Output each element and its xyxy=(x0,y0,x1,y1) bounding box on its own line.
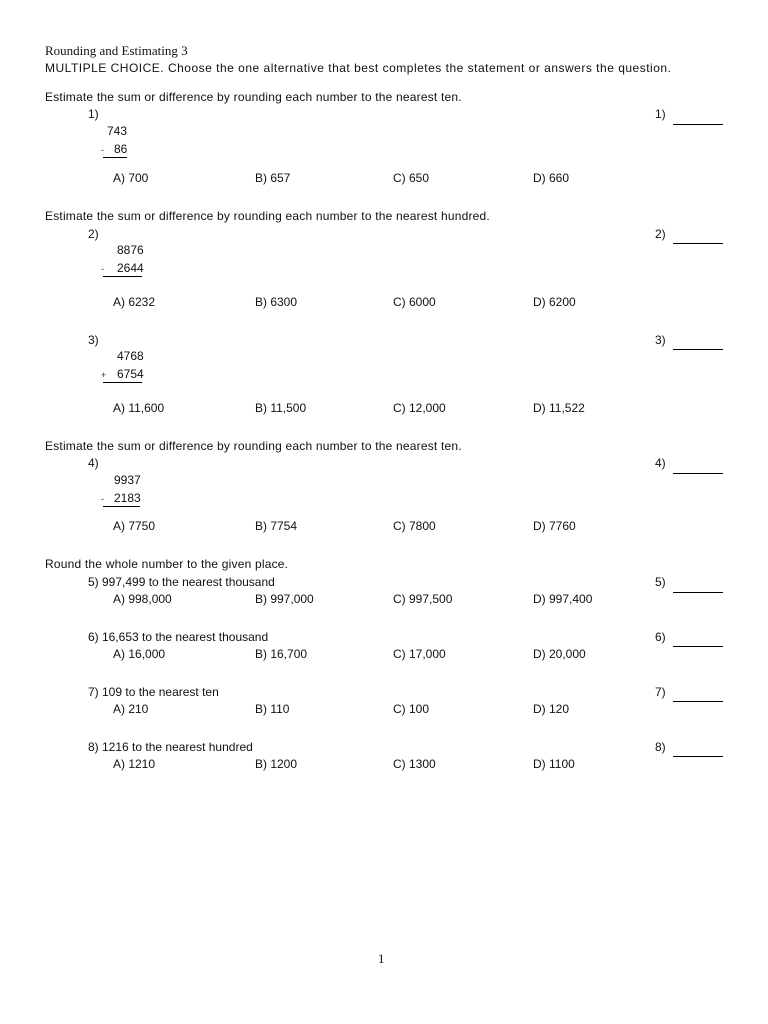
option-a[interactable]: A) 11,600 xyxy=(113,401,165,415)
question-text: 7) 109 to the nearest ten xyxy=(88,685,219,699)
operator-sign: + xyxy=(101,370,107,380)
answer-blank[interactable] xyxy=(673,349,723,350)
answer-number: 6) xyxy=(655,630,666,644)
question-number: 3) xyxy=(88,333,99,347)
option-b[interactable]: B) 997,000 xyxy=(255,592,314,606)
option-b[interactable]: B) 657 xyxy=(255,171,291,185)
answer-blank[interactable] xyxy=(673,756,723,757)
option-d[interactable]: D) 1100 xyxy=(533,757,575,771)
option-a[interactable]: A) 7750 xyxy=(113,519,156,533)
question-text: 5) 997,499 to the nearest thousand xyxy=(88,575,275,589)
sum-line xyxy=(103,382,142,383)
option-d[interactable]: D) 6200 xyxy=(533,295,576,309)
answer-blank[interactable] xyxy=(673,646,723,647)
option-c[interactable]: C) 12,000 xyxy=(393,401,446,415)
option-b[interactable]: B) 11,500 xyxy=(255,401,307,415)
option-a[interactable]: A) 998,000 xyxy=(113,592,172,606)
option-d[interactable]: D) 120 xyxy=(533,702,570,716)
option-d[interactable]: D) 11,522 xyxy=(533,401,585,415)
question-number: 1) xyxy=(88,107,99,121)
answer-number: 1) xyxy=(655,107,666,121)
option-a[interactable]: A) 6232 xyxy=(113,295,156,309)
option-c[interactable]: C) 1300 xyxy=(393,757,436,771)
bottom-operand: 2183 xyxy=(114,491,141,505)
option-a[interactable]: A) 1210 xyxy=(113,757,156,771)
operator-sign: - xyxy=(101,494,104,504)
bottom-operand: 6754 xyxy=(117,367,144,381)
section-instruction: Round the whole number to the given place. xyxy=(45,557,289,571)
option-b[interactable]: B) 1200 xyxy=(255,757,298,771)
option-a[interactable]: A) 700 xyxy=(113,171,149,185)
operator-sign: - xyxy=(101,145,104,155)
answer-number: 3) xyxy=(655,333,666,347)
option-d[interactable]: D) 20,000 xyxy=(533,647,586,661)
section-instruction: Estimate the sum or difference by rounding each number to the nearest ten. xyxy=(45,90,462,104)
section-instruction: Estimate the sum or difference by rounding each number to the nearest hundred. xyxy=(45,209,490,223)
option-c[interactable]: C) 17,000 xyxy=(393,647,446,661)
answer-blank[interactable] xyxy=(673,473,723,474)
top-operand: 4768 xyxy=(117,349,144,363)
sum-line xyxy=(103,276,142,277)
question-text: 8) 1216 to the nearest hundred xyxy=(88,740,253,754)
option-a[interactable]: A) 210 xyxy=(113,702,149,716)
answer-number: 4) xyxy=(655,456,666,470)
option-d[interactable]: D) 7760 xyxy=(533,519,576,533)
top-operand: 8876 xyxy=(117,243,144,257)
operator-sign: - xyxy=(101,264,104,274)
sum-line xyxy=(103,506,140,507)
top-operand: 743 xyxy=(107,124,128,138)
option-c[interactable]: C) 997,500 xyxy=(393,592,453,606)
section-instruction: Estimate the sum or difference by rounding each number to the nearest ten. xyxy=(45,439,462,453)
answer-number: 8) xyxy=(655,740,666,754)
option-d[interactable]: D) 997,400 xyxy=(533,592,593,606)
top-operand: 9937 xyxy=(114,473,141,487)
question-text: 6) 16,653 to the nearest thousand xyxy=(88,630,269,644)
question-number: 4) xyxy=(88,456,99,470)
option-c[interactable]: C) 6000 xyxy=(393,295,436,309)
option-b[interactable]: B) 16,700 xyxy=(255,647,308,661)
option-b[interactable]: B) 110 xyxy=(255,702,290,716)
answer-number: 5) xyxy=(655,575,666,589)
page-number: 1 xyxy=(378,951,385,966)
bottom-operand: 2644 xyxy=(117,261,144,275)
option-c[interactable]: C) 100 xyxy=(393,702,430,716)
answer-blank[interactable] xyxy=(673,701,723,702)
answer-blank[interactable] xyxy=(673,592,723,593)
answer-number: 2) xyxy=(655,227,666,241)
option-c[interactable]: C) 7800 xyxy=(393,519,436,533)
bottom-operand: 86 xyxy=(114,142,128,156)
document-title: Rounding and Estimating 3 xyxy=(45,43,188,58)
option-c[interactable]: C) 650 xyxy=(393,171,430,185)
answer-blank[interactable] xyxy=(673,124,723,125)
question-number: 2) xyxy=(88,227,99,241)
answer-blank[interactable] xyxy=(673,243,723,244)
instructions: MULTIPLE CHOICE. Choose the one alternative that best completes the statement or answers the question. xyxy=(45,61,672,75)
option-a[interactable]: A) 16,000 xyxy=(113,647,166,661)
option-d[interactable]: D) 660 xyxy=(533,171,570,185)
option-b[interactable]: B) 6300 xyxy=(255,295,298,309)
answer-number: 7) xyxy=(655,685,666,699)
sum-line xyxy=(103,157,127,158)
option-b[interactable]: B) 7754 xyxy=(255,519,298,533)
